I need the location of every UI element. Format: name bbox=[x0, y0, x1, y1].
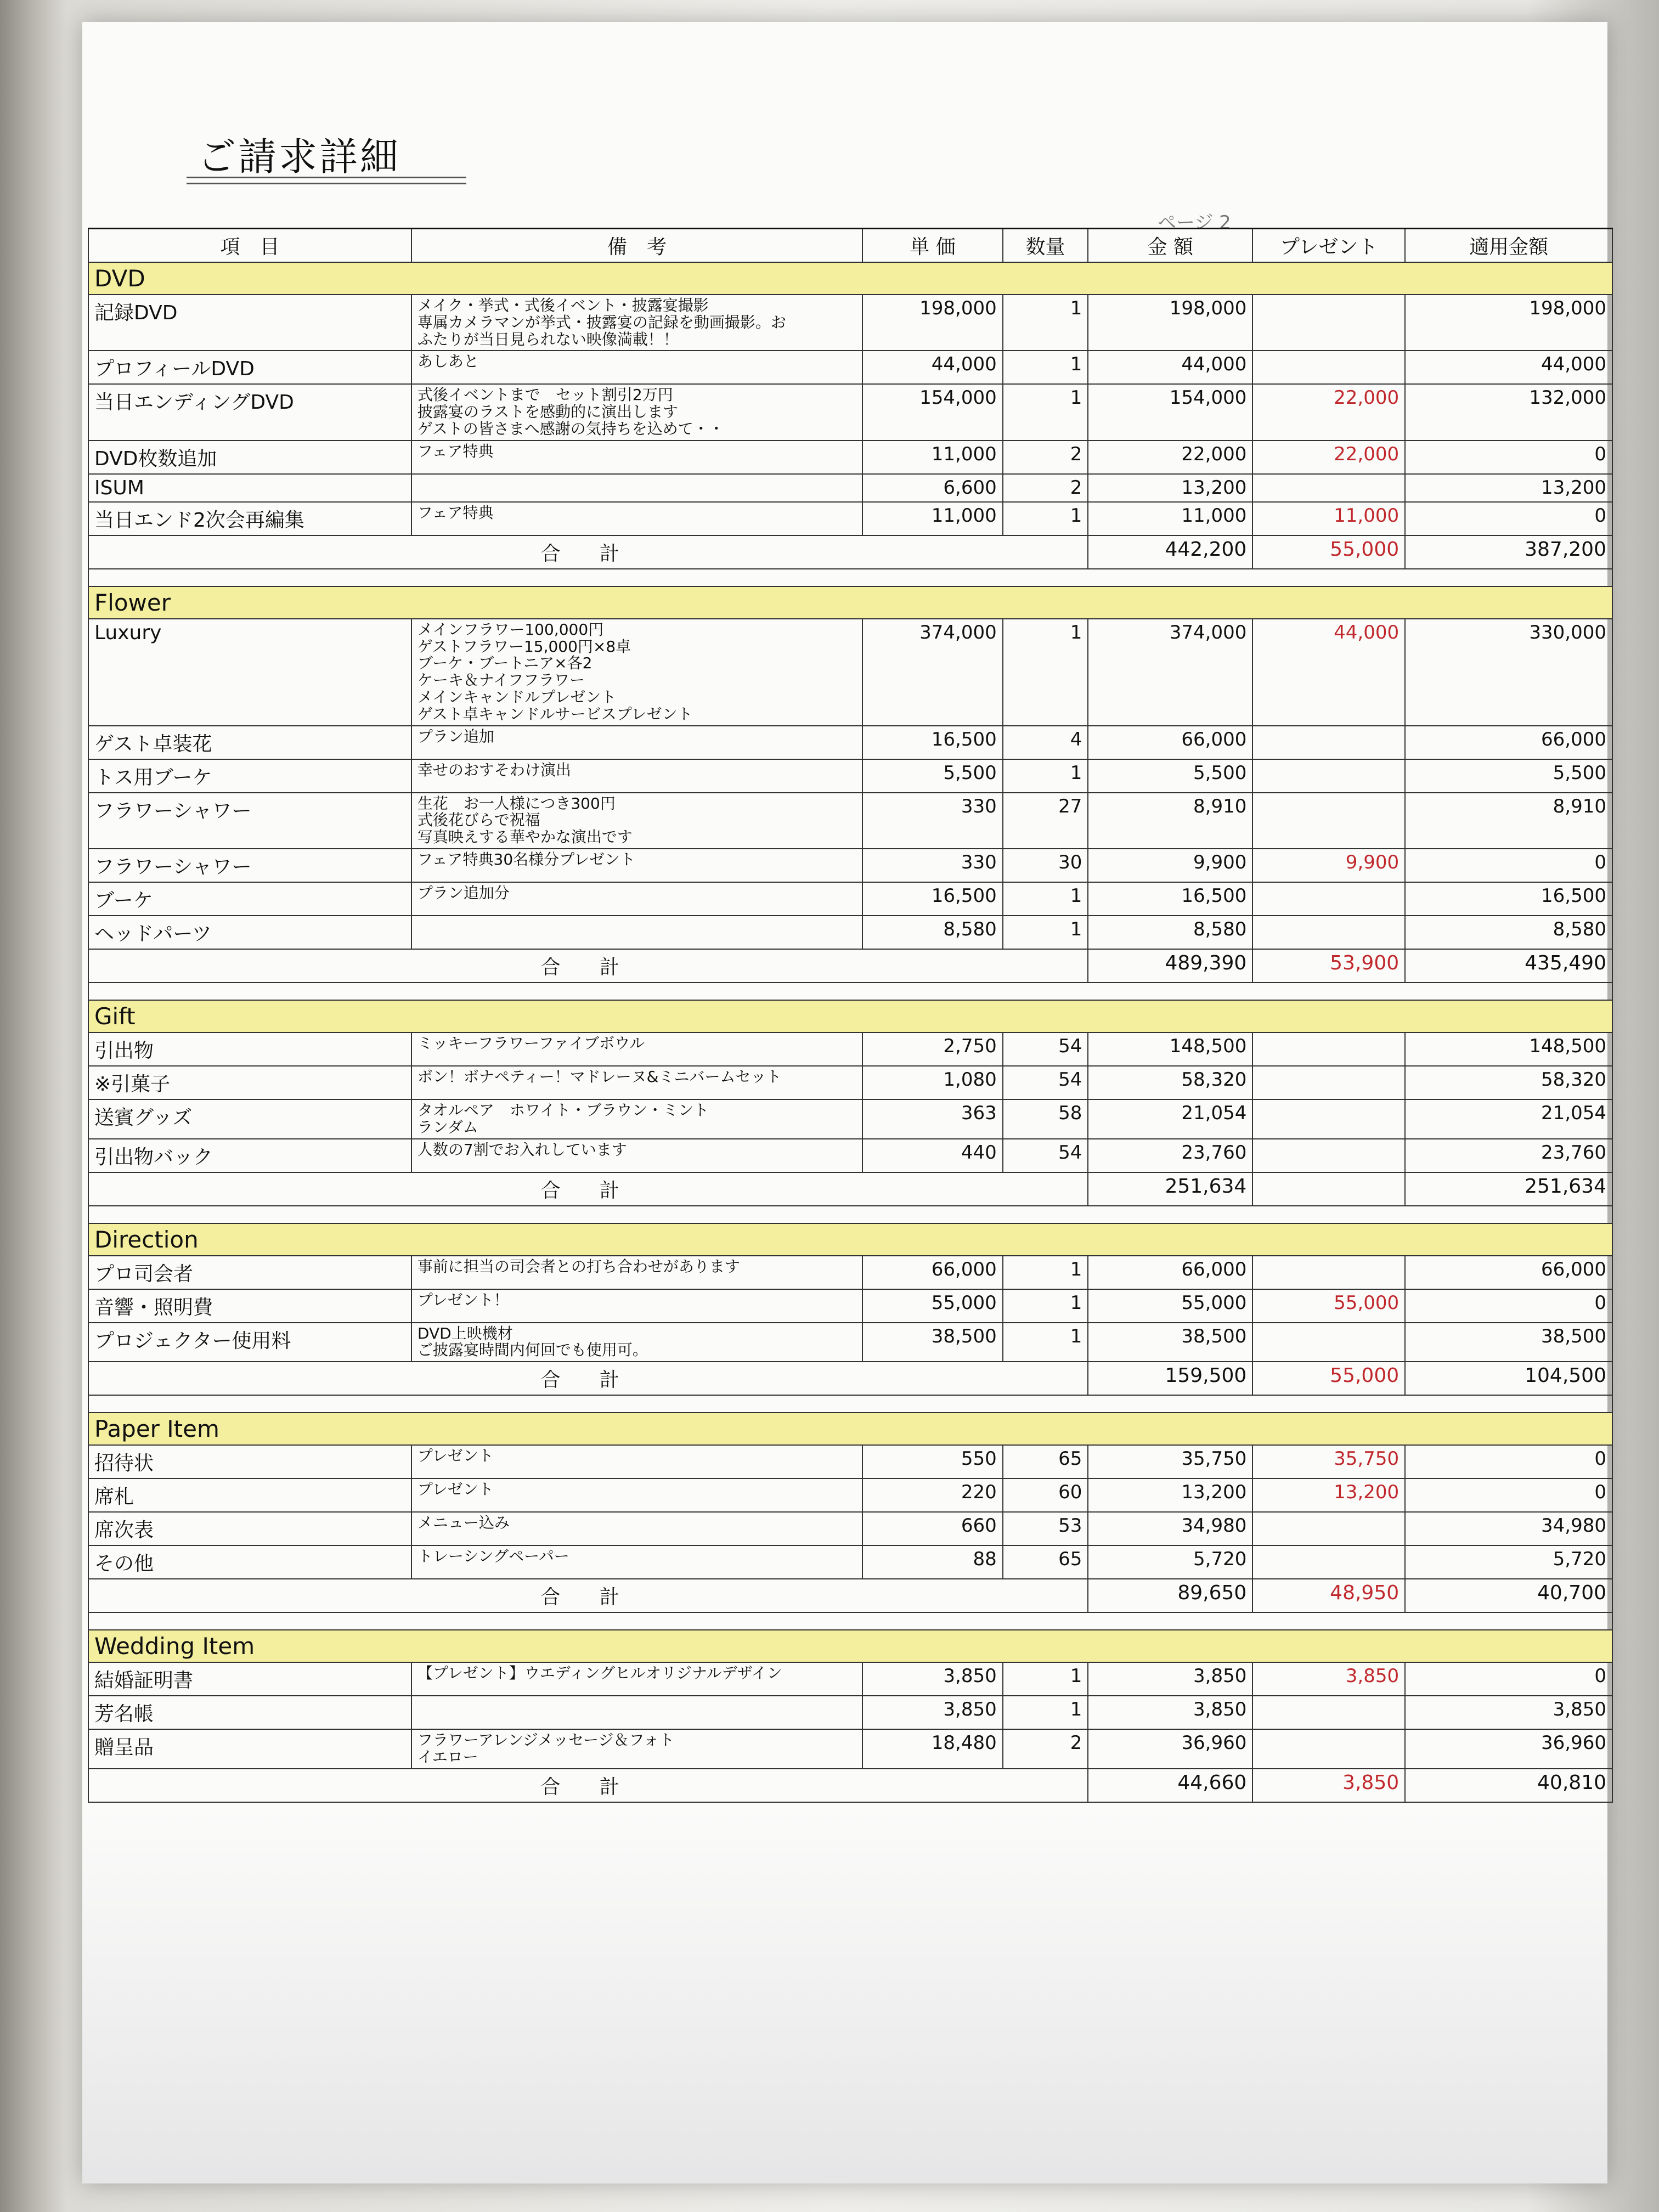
total-amount: 251,634 bbox=[1088, 1172, 1252, 1206]
applied-amount: 13,200 bbox=[1405, 474, 1612, 502]
unit-price: 88 bbox=[862, 1545, 1003, 1579]
table-row bbox=[88, 295, 1612, 351]
item-note: 生花 お一人様につき300円 式後花びらで祝福 写真映えする華やかな演出です bbox=[411, 793, 862, 849]
present-amount bbox=[1252, 726, 1405, 759]
applied-amount: 198,000 bbox=[1405, 295, 1612, 351]
item-name: 当日エンド2次会再編集 bbox=[88, 502, 411, 535]
unit-price: 66,000 bbox=[862, 1256, 1003, 1289]
item-note: 幸せのおすそわけ演出 bbox=[411, 759, 862, 793]
item-name: 芳名帳 bbox=[88, 1696, 411, 1729]
item-note: フェア特典 bbox=[411, 502, 862, 535]
table-row bbox=[88, 1323, 1612, 1362]
present-amount bbox=[1252, 916, 1405, 949]
applied-amount: 5,720 bbox=[1405, 1545, 1612, 1579]
item-name: その他 bbox=[88, 1545, 411, 1579]
total-applied: 104,500 bbox=[1405, 1362, 1612, 1395]
total-label: 合 計 bbox=[88, 1579, 1088, 1612]
spacer-cell bbox=[88, 1395, 1612, 1413]
applied-amount: 66,000 bbox=[1405, 726, 1612, 759]
table-row bbox=[88, 1729, 1612, 1769]
present-amount: 13,200 bbox=[1252, 1479, 1405, 1512]
quantity: 1 bbox=[1003, 351, 1088, 384]
table-row bbox=[88, 1256, 1612, 1289]
present-amount bbox=[1252, 1696, 1405, 1729]
section-spacer bbox=[88, 1612, 1612, 1630]
quantity: 4 bbox=[1003, 726, 1088, 759]
unit-price: 16,500 bbox=[862, 882, 1003, 916]
present-amount: 9,900 bbox=[1252, 849, 1405, 882]
table-row bbox=[88, 1545, 1612, 1579]
total-present: 55,000 bbox=[1252, 1362, 1405, 1395]
item-name: ゲスト卓装花 bbox=[88, 726, 411, 759]
present-amount bbox=[1252, 793, 1405, 849]
table-row bbox=[88, 1099, 1612, 1139]
amount: 198,000 bbox=[1088, 295, 1252, 351]
quantity: 54 bbox=[1003, 1139, 1088, 1172]
section-total-row bbox=[88, 1172, 1612, 1206]
item-note: DVD上映機材 ご披露宴時間内何回でも使用可。 bbox=[411, 1323, 862, 1362]
table-row bbox=[88, 474, 1612, 502]
item-name: Luxury bbox=[88, 619, 411, 726]
section-total-row bbox=[88, 535, 1612, 569]
table-row bbox=[88, 726, 1612, 759]
total-label: 合 計 bbox=[88, 949, 1088, 983]
quantity: 2 bbox=[1003, 1729, 1088, 1769]
item-note: ボン！ボナペティー！マドレーヌ&ミニバームセット bbox=[411, 1066, 862, 1099]
quantity: 1 bbox=[1003, 882, 1088, 916]
section-total-row bbox=[88, 949, 1612, 983]
item-name: 音響・照明費 bbox=[88, 1289, 411, 1323]
quantity: 1 bbox=[1003, 384, 1088, 440]
present-amount bbox=[1252, 882, 1405, 916]
applied-amount: 330,000 bbox=[1405, 619, 1612, 726]
total-label: 合 計 bbox=[88, 1172, 1088, 1206]
spacer-cell bbox=[88, 569, 1612, 586]
invoice-table bbox=[88, 228, 1613, 1803]
unit-price: 18,480 bbox=[862, 1729, 1003, 1769]
applied-amount: 58,320 bbox=[1405, 1066, 1612, 1099]
item-note: 人数の7割でお入れしています bbox=[411, 1139, 862, 1172]
applied-amount: 0 bbox=[1405, 1479, 1612, 1512]
present-amount bbox=[1252, 1066, 1405, 1099]
amount: 8,580 bbox=[1088, 916, 1252, 949]
total-present: 48,950 bbox=[1252, 1579, 1405, 1612]
header-amount: 金 額 bbox=[1088, 229, 1252, 263]
applied-amount: 0 bbox=[1405, 502, 1612, 535]
item-note: プラン追加分 bbox=[411, 882, 862, 916]
total-applied: 387,200 bbox=[1405, 535, 1612, 569]
quantity: 2 bbox=[1003, 441, 1088, 474]
item-name: 引出物バック bbox=[88, 1139, 411, 1172]
header-unit-price: 単 価 bbox=[862, 229, 1003, 263]
title-underline bbox=[187, 177, 466, 184]
quantity: 54 bbox=[1003, 1032, 1088, 1066]
total-present: 53,900 bbox=[1252, 949, 1405, 983]
item-note: メニュー込み bbox=[411, 1512, 862, 1545]
item-name: 引出物 bbox=[88, 1032, 411, 1066]
total-applied: 435,490 bbox=[1405, 949, 1612, 983]
quantity: 27 bbox=[1003, 793, 1088, 849]
unit-price: 440 bbox=[862, 1139, 1003, 1172]
item-name: ヘッドパーツ bbox=[88, 916, 411, 949]
spacer-cell bbox=[88, 1612, 1612, 1630]
spacer-cell bbox=[88, 983, 1612, 1000]
applied-amount: 36,960 bbox=[1405, 1729, 1612, 1769]
unit-price: 330 bbox=[862, 793, 1003, 849]
item-note bbox=[411, 474, 862, 502]
applied-amount: 8,910 bbox=[1405, 793, 1612, 849]
section-title: DVD bbox=[88, 262, 1612, 295]
table-row bbox=[88, 351, 1612, 384]
section-title: Flower bbox=[88, 586, 1612, 619]
applied-amount: 44,000 bbox=[1405, 351, 1612, 384]
table-row bbox=[88, 1445, 1612, 1479]
total-present: 3,850 bbox=[1252, 1769, 1405, 1802]
table-row bbox=[88, 793, 1612, 849]
applied-amount: 23,760 bbox=[1405, 1139, 1612, 1172]
present-amount: 55,000 bbox=[1252, 1289, 1405, 1323]
unit-price: 220 bbox=[862, 1479, 1003, 1512]
total-applied: 40,810 bbox=[1405, 1769, 1612, 1802]
total-label: 合 計 bbox=[88, 1362, 1088, 1395]
total-label: 合 計 bbox=[88, 535, 1088, 569]
amount: 21,054 bbox=[1088, 1099, 1252, 1139]
amount: 44,000 bbox=[1088, 351, 1252, 384]
item-note: あしあと bbox=[411, 351, 862, 384]
section-total-row bbox=[88, 1579, 1612, 1612]
item-name: トス用ブーケ bbox=[88, 759, 411, 793]
section-header-row bbox=[88, 1000, 1612, 1032]
amount: 13,200 bbox=[1088, 474, 1252, 502]
present-amount bbox=[1252, 759, 1405, 793]
table-row bbox=[88, 882, 1612, 916]
quantity: 1 bbox=[1003, 759, 1088, 793]
amount: 55,000 bbox=[1088, 1289, 1252, 1323]
item-note: プラン追加 bbox=[411, 726, 862, 759]
amount: 3,850 bbox=[1088, 1662, 1252, 1696]
unit-price: 44,000 bbox=[862, 351, 1003, 384]
table-row bbox=[88, 1289, 1612, 1323]
item-note: プレゼント bbox=[411, 1479, 862, 1512]
section-header-row bbox=[88, 262, 1612, 295]
item-name: ※引菓子 bbox=[88, 1066, 411, 1099]
section-header-row bbox=[88, 1223, 1612, 1256]
unit-price: 198,000 bbox=[862, 295, 1003, 351]
present-amount bbox=[1252, 1729, 1405, 1769]
item-name: ブーケ bbox=[88, 882, 411, 916]
section-spacer bbox=[88, 1395, 1612, 1413]
table-row bbox=[88, 849, 1612, 882]
applied-amount: 148,500 bbox=[1405, 1032, 1612, 1066]
present-amount bbox=[1252, 1099, 1405, 1139]
item-note: フェア特典 bbox=[411, 441, 862, 474]
unit-price: 660 bbox=[862, 1512, 1003, 1545]
unit-price: 11,000 bbox=[862, 502, 1003, 535]
unit-price: 5,500 bbox=[862, 759, 1003, 793]
unit-price: 374,000 bbox=[862, 619, 1003, 726]
table-row bbox=[88, 759, 1612, 793]
amount: 23,760 bbox=[1088, 1139, 1252, 1172]
item-note: 事前に担当の司会者との打ち合わせがあります bbox=[411, 1256, 862, 1289]
section-header-row bbox=[88, 1413, 1612, 1445]
table-row bbox=[88, 502, 1612, 535]
section-header-row bbox=[88, 1630, 1612, 1662]
applied-amount: 66,000 bbox=[1405, 1256, 1612, 1289]
section-total-row bbox=[88, 1362, 1612, 1395]
item-note bbox=[411, 1696, 862, 1729]
unit-price: 363 bbox=[862, 1099, 1003, 1139]
applied-amount: 0 bbox=[1405, 1289, 1612, 1323]
present-amount bbox=[1252, 351, 1405, 384]
amount: 374,000 bbox=[1088, 619, 1252, 726]
quantity: 30 bbox=[1003, 849, 1088, 882]
total-amount: 489,390 bbox=[1088, 949, 1252, 983]
table-row bbox=[88, 1066, 1612, 1099]
unit-price: 8,580 bbox=[862, 916, 1003, 949]
spacer-cell bbox=[88, 1206, 1612, 1223]
total-amount: 159,500 bbox=[1088, 1362, 1252, 1395]
header-present: プレゼント bbox=[1252, 229, 1405, 263]
quantity: 65 bbox=[1003, 1445, 1088, 1479]
present-amount: 3,850 bbox=[1252, 1662, 1405, 1696]
item-note: トレーシングペーパー bbox=[411, 1545, 862, 1579]
amount: 36,960 bbox=[1088, 1729, 1252, 1769]
section-spacer bbox=[88, 569, 1612, 586]
unit-price: 550 bbox=[862, 1445, 1003, 1479]
item-name: 招待状 bbox=[88, 1445, 411, 1479]
item-name: 贈呈品 bbox=[88, 1729, 411, 1769]
quantity: 2 bbox=[1003, 474, 1088, 502]
applied-amount: 0 bbox=[1405, 441, 1612, 474]
quantity: 1 bbox=[1003, 502, 1088, 535]
item-note: メイク・挙式・式後イベント・披露宴撮影 専属カメラマンが挙式・披露宴の記録を動画撮影。お ふたりが当日見られない映像満載！！ bbox=[411, 295, 862, 351]
unit-price: 330 bbox=[862, 849, 1003, 882]
amount: 148,500 bbox=[1088, 1032, 1252, 1066]
amount: 22,000 bbox=[1088, 441, 1252, 474]
section-title: Wedding Item bbox=[88, 1630, 1612, 1662]
amount: 5,500 bbox=[1088, 759, 1252, 793]
item-name: フラワーシャワー bbox=[88, 793, 411, 849]
quantity: 65 bbox=[1003, 1545, 1088, 1579]
item-name: 記録DVD bbox=[88, 295, 411, 351]
present-amount bbox=[1252, 1512, 1405, 1545]
item-name: ISUM bbox=[88, 474, 411, 502]
quantity: 1 bbox=[1003, 295, 1088, 351]
document-title: ご請求詳細 bbox=[198, 134, 400, 179]
present-amount bbox=[1252, 1139, 1405, 1172]
item-name: 結婚証明書 bbox=[88, 1662, 411, 1696]
present-amount bbox=[1252, 474, 1405, 502]
table-row bbox=[88, 1139, 1612, 1172]
amount: 16,500 bbox=[1088, 882, 1252, 916]
applied-amount: 3,850 bbox=[1405, 1696, 1612, 1729]
table-row bbox=[88, 619, 1612, 726]
section-spacer bbox=[88, 983, 1612, 1000]
header-row bbox=[88, 229, 1612, 263]
amount: 35,750 bbox=[1088, 1445, 1252, 1479]
item-note: フェア特典30名様分プレゼント bbox=[411, 849, 862, 882]
table-row bbox=[88, 1662, 1612, 1696]
amount: 34,980 bbox=[1088, 1512, 1252, 1545]
quantity: 1 bbox=[1003, 1256, 1088, 1289]
amount: 66,000 bbox=[1088, 726, 1252, 759]
item-name: 席札 bbox=[88, 1479, 411, 1512]
present-amount bbox=[1252, 295, 1405, 351]
present-amount: 11,000 bbox=[1252, 502, 1405, 535]
unit-price: 6,600 bbox=[862, 474, 1003, 502]
quantity: 1 bbox=[1003, 619, 1088, 726]
applied-amount: 16,500 bbox=[1405, 882, 1612, 916]
section-title: Paper Item bbox=[88, 1413, 1612, 1445]
applied-amount: 34,980 bbox=[1405, 1512, 1612, 1545]
section-title: Gift bbox=[88, 1000, 1612, 1032]
item-note: プレゼント！ bbox=[411, 1289, 862, 1323]
table-row bbox=[88, 384, 1612, 440]
table-row bbox=[88, 441, 1612, 474]
quantity: 1 bbox=[1003, 1696, 1088, 1729]
quantity: 1 bbox=[1003, 916, 1088, 949]
applied-amount: 21,054 bbox=[1405, 1099, 1612, 1139]
quantity: 1 bbox=[1003, 1662, 1088, 1696]
item-note bbox=[411, 916, 862, 949]
present-amount: 35,750 bbox=[1252, 1445, 1405, 1479]
item-name: プロジェクター使用料 bbox=[88, 1323, 411, 1362]
table-row bbox=[88, 1512, 1612, 1545]
section-header-row bbox=[88, 586, 1612, 619]
applied-amount: 0 bbox=[1405, 849, 1612, 882]
present-amount bbox=[1252, 1256, 1405, 1289]
table-row bbox=[88, 1696, 1612, 1729]
section-title: Direction bbox=[88, 1223, 1612, 1256]
present-amount: 44,000 bbox=[1252, 619, 1405, 726]
present-amount bbox=[1252, 1323, 1405, 1362]
item-name: 当日エンディングDVD bbox=[88, 384, 411, 440]
table-row bbox=[88, 1479, 1612, 1512]
total-amount: 442,200 bbox=[1088, 535, 1252, 569]
item-name: プロ司会者 bbox=[88, 1256, 411, 1289]
total-present: 55,000 bbox=[1252, 535, 1405, 569]
unit-price: 3,850 bbox=[862, 1662, 1003, 1696]
amount: 38,500 bbox=[1088, 1323, 1252, 1362]
amount: 11,000 bbox=[1088, 502, 1252, 535]
item-note: メインフラワー100,000円 ゲストフラワー15,000円×8卓 ブーケ・ブートニア×各2 ケーキ＆ナイフフラワー メインキャンドルプレゼント ゲスト卓キャンドルサービスプレゼント bbox=[411, 619, 862, 726]
total-label: 合 計 bbox=[88, 1769, 1088, 1802]
item-note: プレゼント bbox=[411, 1445, 862, 1479]
item-name: 送賓グッズ bbox=[88, 1099, 411, 1139]
amount: 154,000 bbox=[1088, 384, 1252, 440]
quantity: 60 bbox=[1003, 1479, 1088, 1512]
item-name: DVD枚数追加 bbox=[88, 441, 411, 474]
applied-amount: 0 bbox=[1405, 1445, 1612, 1479]
unit-price: 16,500 bbox=[862, 726, 1003, 759]
applied-amount: 8,580 bbox=[1405, 916, 1612, 949]
present-amount: 22,000 bbox=[1252, 384, 1405, 440]
unit-price: 3,850 bbox=[862, 1696, 1003, 1729]
unit-price: 11,000 bbox=[862, 441, 1003, 474]
present-amount bbox=[1252, 1032, 1405, 1066]
quantity: 54 bbox=[1003, 1066, 1088, 1099]
item-note: 式後イベントまで セット割引2万円 披露宴のラストを感動的に演出します ゲストの皆さまへ感謝の気持ちを込めて・・ bbox=[411, 384, 862, 440]
applied-amount: 132,000 bbox=[1405, 384, 1612, 440]
quantity: 1 bbox=[1003, 1323, 1088, 1362]
item-name: フラワーシャワー bbox=[88, 849, 411, 882]
unit-price: 1,080 bbox=[862, 1066, 1003, 1099]
header-quantity: 数量 bbox=[1003, 229, 1088, 263]
amount: 3,850 bbox=[1088, 1696, 1252, 1729]
header-note: 備 考 bbox=[411, 229, 862, 263]
amount: 8,910 bbox=[1088, 793, 1252, 849]
total-amount: 89,650 bbox=[1088, 1579, 1252, 1612]
total-present bbox=[1252, 1172, 1405, 1206]
quantity: 58 bbox=[1003, 1099, 1088, 1139]
item-name: 席次表 bbox=[88, 1512, 411, 1545]
table-row bbox=[88, 1032, 1612, 1066]
applied-amount: 0 bbox=[1405, 1662, 1612, 1696]
amount: 66,000 bbox=[1088, 1256, 1252, 1289]
item-name: プロフィールDVD bbox=[88, 351, 411, 384]
amount: 58,320 bbox=[1088, 1066, 1252, 1099]
total-amount: 44,660 bbox=[1088, 1769, 1252, 1802]
quantity: 1 bbox=[1003, 1289, 1088, 1323]
section-total-row bbox=[88, 1769, 1612, 1802]
item-note: 【プレゼント】ウエディングヒルオリジナルデザイン bbox=[411, 1662, 862, 1696]
item-note: ミッキーフラワーファイブボウル bbox=[411, 1032, 862, 1066]
section-spacer bbox=[88, 1206, 1612, 1223]
table-row bbox=[88, 916, 1612, 949]
present-amount bbox=[1252, 1545, 1405, 1579]
quantity: 53 bbox=[1003, 1512, 1088, 1545]
item-note: タオルペア ホワイト・ブラウン・ミント ランダム bbox=[411, 1099, 862, 1139]
unit-price: 55,000 bbox=[862, 1289, 1003, 1323]
header-item: 項 目 bbox=[88, 229, 411, 263]
total-applied: 251,634 bbox=[1405, 1172, 1612, 1206]
amount: 9,900 bbox=[1088, 849, 1252, 882]
item-note: フラワーアレンジメッセージ＆フォト イエロー bbox=[411, 1729, 862, 1769]
page-number: ページ 2 bbox=[1158, 212, 1231, 234]
total-applied: 40,700 bbox=[1405, 1579, 1612, 1612]
applied-amount: 38,500 bbox=[1405, 1323, 1612, 1362]
amount: 5,720 bbox=[1088, 1545, 1252, 1579]
applied-amount: 5,500 bbox=[1405, 759, 1612, 793]
unit-price: 154,000 bbox=[862, 384, 1003, 440]
present-amount: 22,000 bbox=[1252, 441, 1405, 474]
unit-price: 2,750 bbox=[862, 1032, 1003, 1066]
header-applied-amount: 適用金額 bbox=[1405, 229, 1612, 263]
unit-price: 38,500 bbox=[862, 1323, 1003, 1362]
amount: 13,200 bbox=[1088, 1479, 1252, 1512]
